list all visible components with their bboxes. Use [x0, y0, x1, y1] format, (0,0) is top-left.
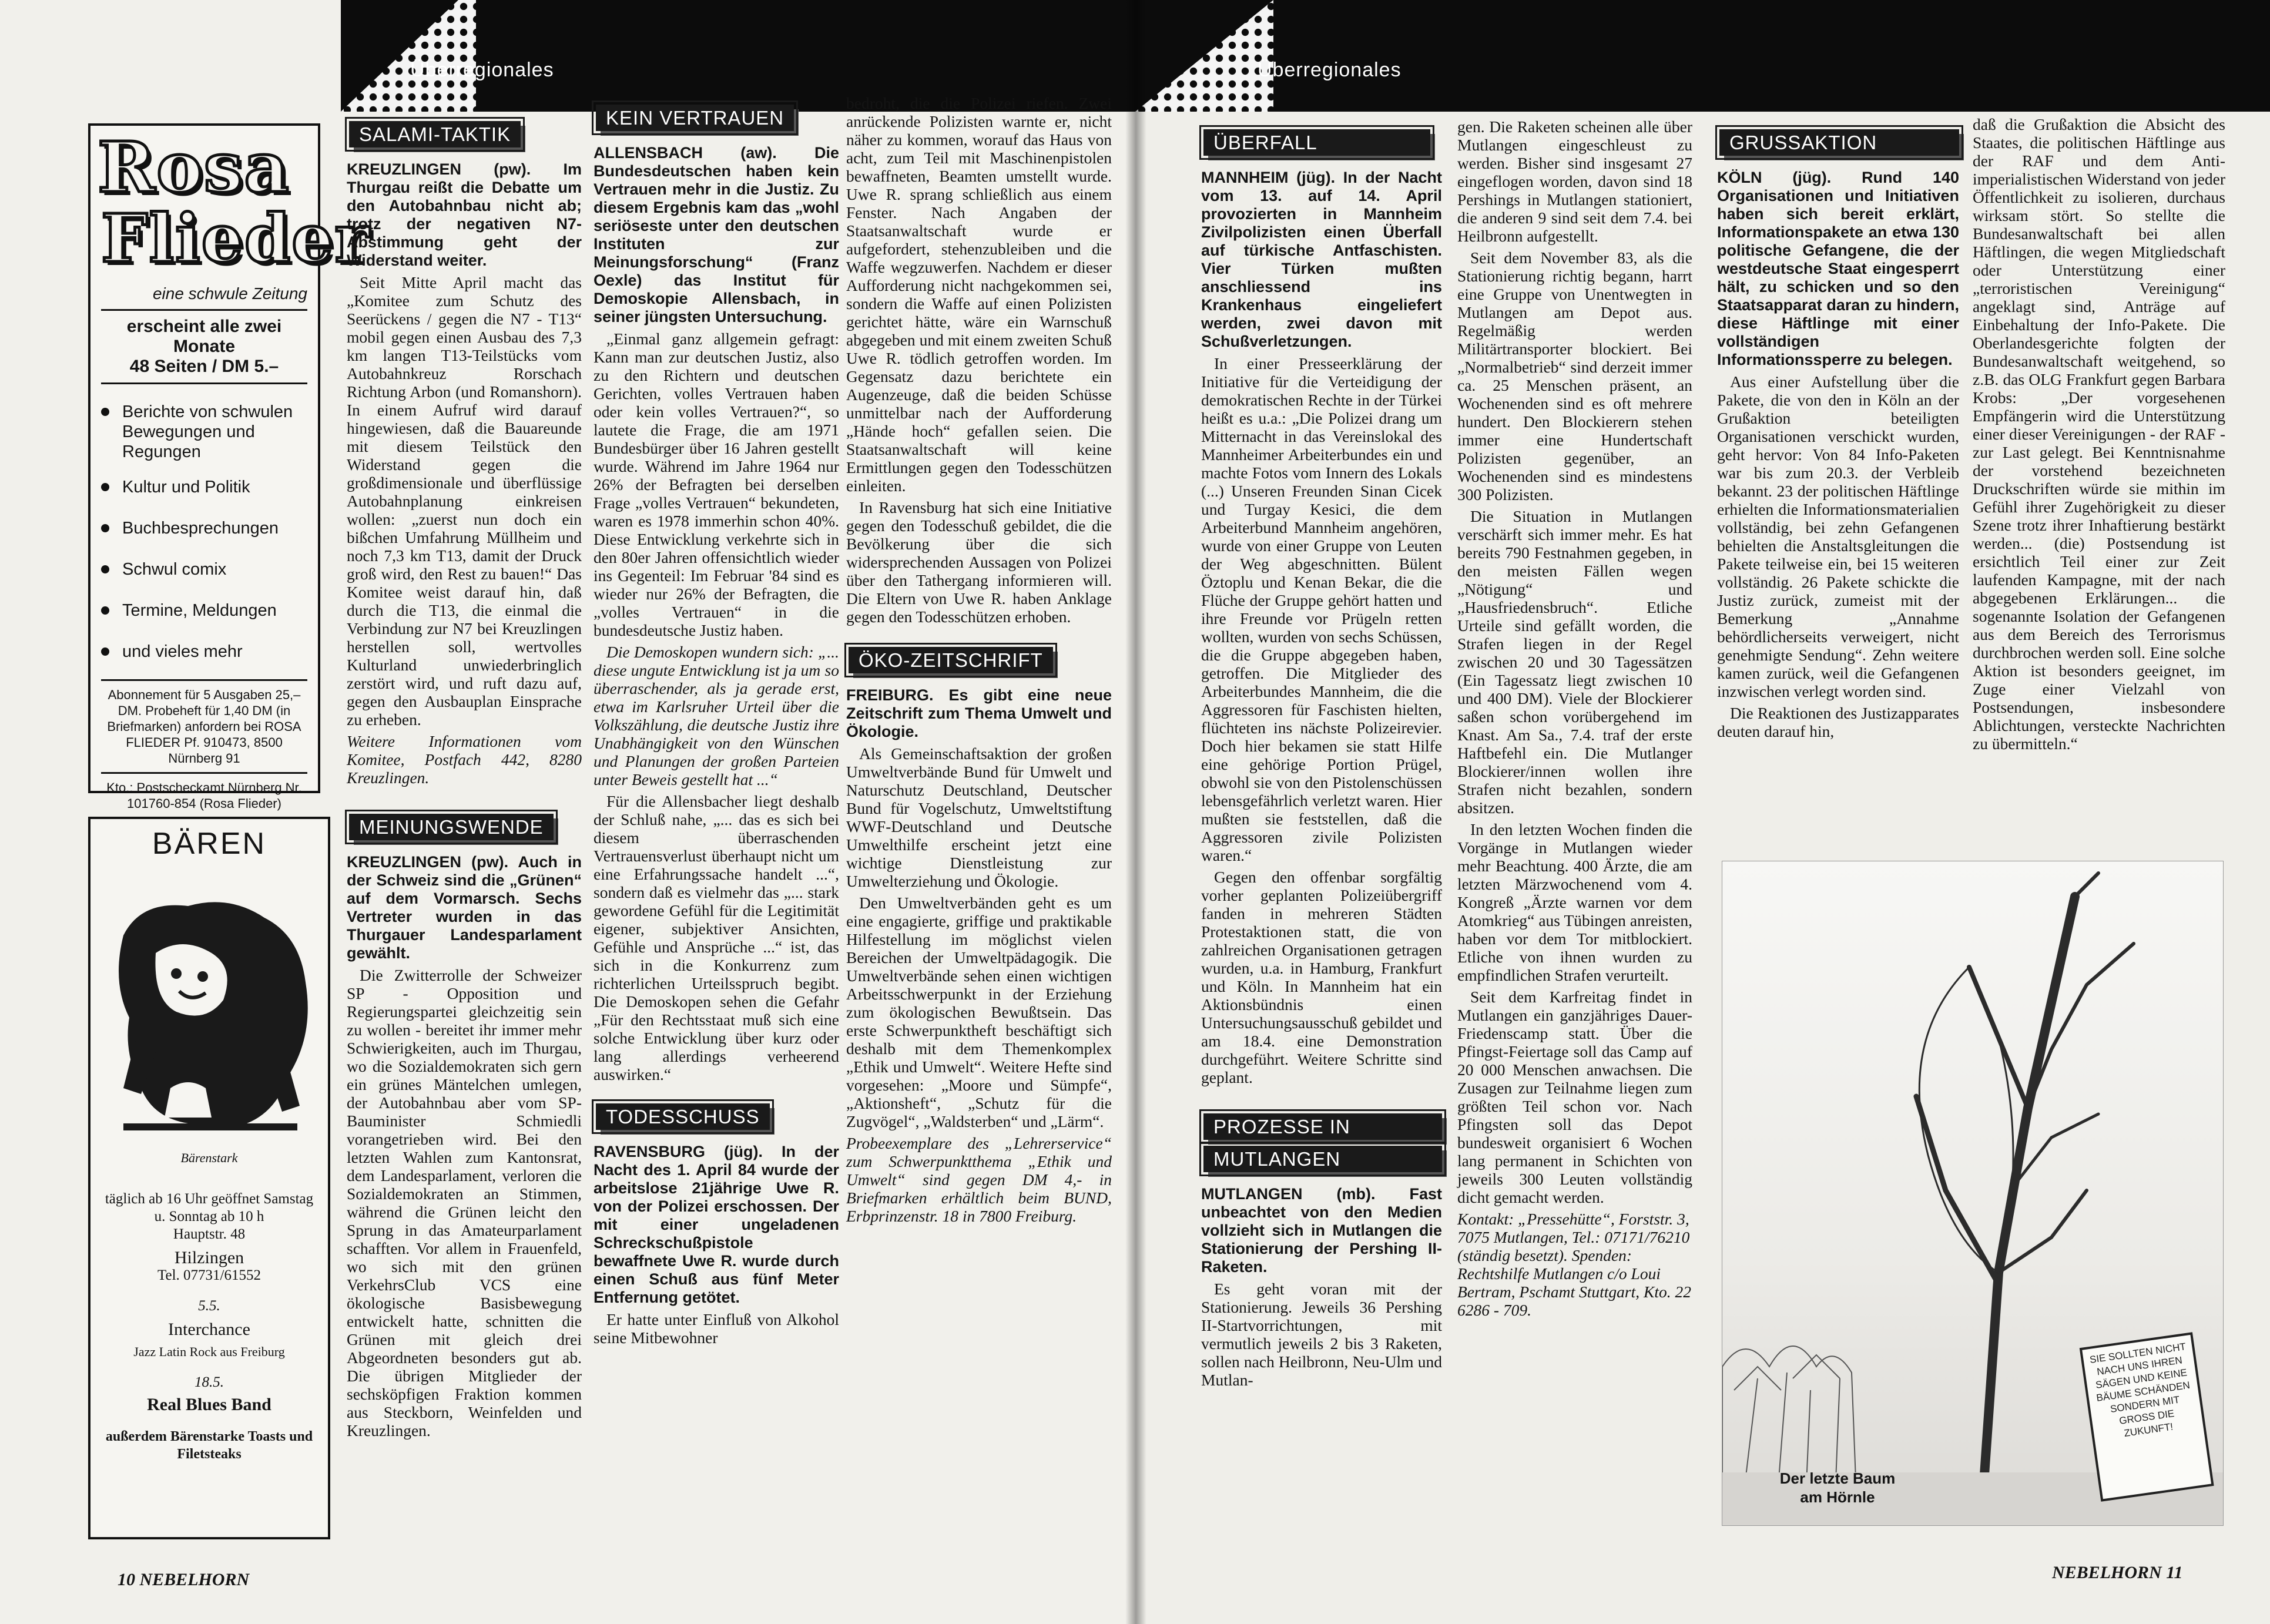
article-contact: Kontakt: „Pressehütte“, Forststr. 3, 7075 Mutlangen, Tel.: 07171/76210 (ständig besetzt). Spenden: Rechtshilfe Mutlangen c/o Loui Bertram, Pschamt Stuttgart, Kto. 22 6286 - 709. [1457, 1210, 1691, 1319]
column-oeko [846, 94, 1112, 1229]
headline-mutlangen: MUTLANGEN [1203, 1146, 1442, 1172]
article-paragraph: Den Umweltverbänden geht es um eine engagierte, griffige und praktikable Hilfestellung im möglichst vielen Bereichen der Umweltpädagogik. Die Umweltverbände sehen einen wichtigen Arbeitsschwerpunkt in der Erziehung zum ökologischen Bewußtsein. Das erste Schwerpunktheft beschäftigt sich deshalb mit dem Themenkomplex „Ethik und Umwelt“. Weitere Hefte sind vorgesehen: „Moore und Sümpfe“, „Aktionsheft“, „Schutz für die Zugvögel“, „Waldsterben“ und „Lärm“. [846, 894, 1112, 1130]
section-title: Überregionales [1258, 59, 1401, 81]
section-title: Überregionales [410, 59, 554, 81]
lead-kein-vertrauen: ALLENSBACH (aw). Die Bundesdeutschen haben kein Vertrauen mehr in die Justiz. Zu diesem Ergebnis kam das „wohl seriöseste unter den deutschen Instituten zur Meinungsforschung“ (Franz Oexle) das Institut für Demoskopie Allensbach, in seiner jüngsten Untersuchung. [594, 144, 839, 326]
lead-salami: KREUZLINGEN (pw). Im Thurgau reißt die Debatte um den Autobahnbau nicht ab; trotz der negativen N7-Abstimmung geht der Widerstand weiter. [347, 160, 582, 269]
rosa-flieder-item: Termine, Meldungen [101, 600, 307, 620]
baren-date: 18.5. [195, 1374, 224, 1390]
column-ueberfall [1201, 123, 1442, 1393]
bullet-icon [101, 483, 109, 491]
rosa-flieder-item: und vieles mehr [101, 642, 307, 662]
baren-ad [88, 817, 330, 1539]
bear-icon [100, 865, 321, 1153]
baren-act-genre: Jazz Latin Rock aus Freiburg [133, 1344, 285, 1359]
book-gutter [1125, 0, 1146, 1624]
tree-illustration [1722, 861, 2223, 1525]
band-triangle [1135, 0, 1273, 112]
protest-sign [2081, 1334, 2212, 1501]
headline-oeko-zeitschrift: ÖKO-ZEITSCHRIFT [849, 647, 1053, 673]
baren-hours: täglich ab 16 Uhr geöffnet Samstag u. Sonntag ab 10 h [105, 1191, 314, 1224]
article-paragraph: In einer Presseerklärung der Initiative für die Verteidigung der demokratischen Rechte in der Türkei heißt es u.a.: „Die Polizei drang um Mitternacht in das Vereinslokal des Mannheimer Arbeiterbundes ein und machte Fotos vom Innern des Lokals (...) Unseren Freunden Sinan Cicek und Turgay Kesici, die dem Arbeiterbund Mannheim angehören, wurde von einer Gruppe von Leuten der Weg abgeschnitten. Bülent Öztoplu und Kenan Bekar, die die Flüche der Gruppe gehört hatten und ihre Freunde vor Prügeln retten wollten, wurden von sechs Schüssen, die die Gruppe abgegeben haben, getroffen. Die Mitglieder des Arbeiterbundes Mannheim, die die Aggressoren für Faschisten hielten, flüchteten ins nächste Polizeirevier. Doch hier bekamen sie statt Hilfe eine gehörige Portion Prügel, obwohl sie von den Pistolenschüssen lebensgefährlich verletzt waren. Hier mußten sie feststellen, daß die Aggressoren zivile Polizisten waren.“ [1201, 354, 1442, 864]
article-paragraph: Gegen den offenbar sorgfältig vorher geplanten Polizeiübergriff fanden in mehreren Städten Protestaktionen statt, die von zahlreichen Organisationen getragen wurden, u.a. in Hamburg, Frankfurt und Köln. In Mannheim hat ein Aktionsbündnis einen Untersuchungsausschuß gebildet und am 18.4. eine Demonstration durchgeführt. Weitere Schritte sind geplant. [1201, 868, 1442, 1086]
column-salami [347, 115, 582, 1443]
rosa-flieder-item: Buchbesprechungen [101, 518, 307, 538]
rosa-flieder-subscription: Abonnement für 5 Ausgaben 25,– DM. Probeheft für 1,40 DM (in Briefmarken) anfordern bei ROSA FLIEDER Pf. 910473, 8500 Nürnberg 91 [107, 687, 301, 766]
article-paragraph: Die Zwitterrolle der Schweizer SP - Opposition und Regierungspartei gleichzeitig sein zu wollen - bereitet ihr immer mehr Schwierigkeiten, auch im Thurgau, wo die Sozialdemokraten sich gern ein grünes Mäntelchen umlegen, der Autobahnbau aber vom SP-Bauminister Schmiedli vorangetrieben wird. Bei den letzten Wahlen zum Kantonsrat, dem Landesparlament, verloren die Sozialdemokraten an Stimmen, während die Grünen leicht den Sprung in das Amateurparlament schafften. Vor allem in Frauenfeld, wo sich mit den grünen VerkehrsClub VCS eine ökologische Basisbewegung entwickelt hatte, schnitten die Grünen mit gleich drei Abgeordneten besonders gut ab. Die übrigen Mitglieder der sechsköpfigen Fraktion kommen aus Steckborn, Weinfelden und Kreuzlingen. [347, 966, 582, 1440]
rosa-flieder-logo-line2: Flieder [101, 200, 371, 277]
sign-text: SIE SOLLTEN NICHT NACH UNS IHREN SÄGEN UND KEINE BÄUME SCHÄNDEN SONDERN MIT GROSS DIE ZUKUNFT! [2088, 1341, 2191, 1440]
baren-title: BÄREN [152, 827, 267, 861]
right-page [1135, 0, 2270, 1624]
headline-todesschuss: TODESSCHUSS [596, 1103, 770, 1130]
article-paragraph: gen. Die Raketen scheinen alle über Mutlangen eingeschleust zu werden. Bisher sind insgesamt 27 eingeflogen worden, davon sind 18 Pershings in Mutlangen stationiert, die anderen 9 sind seit dem 7.4. bei Heilbronn aufgestellt. [1457, 118, 1692, 245]
article-paragraph: Für die Allensbacher liegt deshalb der Schluß nahe, „... das es sich bei diesem überraschenden Vertrauensverlust überhaupt nicht um eine Erfahrungssache handelt ...“, sondern daß es vielmehr das „... stark gewordene Gefühl für die Legitimität eigener, subjektiver Ansichten, Gefühle und Ansprüche ...“ ist, das sich in die Konkurrenz zum richterlichen Urteilsspruch begibt. Die Demoskopen sehen die Gefahr „Für den Rechtsstaat muß sich eine solche Entwicklung über kurz oder lang allerdings verheerend auswirken.“ [594, 792, 839, 1083]
column-grussaktion [1717, 123, 1959, 744]
article-paragraph: Die Reaktionen des Justizapparates deuten darauf hin, [1717, 704, 1959, 740]
photo-caption: Der letzte Baum am Hörnle [1779, 1469, 1896, 1506]
baren-act: Real Blues Band [147, 1395, 271, 1414]
baren-date: 5.5. [198, 1298, 220, 1314]
bullet-icon [101, 524, 109, 532]
baren-town: Hilzingen [174, 1248, 244, 1267]
rosa-flieder-item: Kultur und Politik [101, 477, 307, 497]
rosa-flieder-bank: Kto.: Postscheckamt Nürnberg Nr. 101760-854 (Rosa Flieder) [106, 780, 302, 811]
headline-kein-vertrauen: KEIN VERTRAUEN [596, 105, 794, 131]
rosa-flieder-logo-line1: Rosa [98, 126, 290, 208]
page-folio-right: NEBELHORN 11 [2052, 1563, 2183, 1582]
baren-street: Hauptstr. 48 [173, 1226, 246, 1242]
article-contact: Weitere Informationen vom Komitee, Postfach 442, 8280 Kreuzlingen. [347, 732, 582, 787]
article-paragraph: Die Situation in Mutlangen verschärft sich immer mehr. Es hat bereits 790 Festnahmen gegeben, in den meisten Fällen wegen „Nötigung“ und „Hausfriedensbruch“. Etliche Urteile sind gefällt worden, die Strafen liegen in der Regel zwischen 20 und 30 Tagessätzen (Ein Tagessatz liegt zwischen 10 und 400 DM). Viele der Blockierer saßen schon vorübergehend im Knast. Am Sa., 7.4. traf der erste Haftbefehl ein. Die Mutlanger Blockierer/innen wollen ihre Strafen nicht bezahlen, sondern absitzen. [1457, 507, 1692, 817]
article-paragraph: Es geht voran mit der Stationierung. Jeweils 36 Pershing II-Startvorrichtungen, mit vermutlich jeweils 2 bis 3 Raketen, sollen nach Heilbronn, Neu-Ulm und Mutlan- [1201, 1280, 1442, 1389]
article-paragraph: bedroht, die die Polizei riefen. Zwei anrückende Polizisten warnte er, nicht näher zu kommen, worauf das Haus von acht, zum Teil mit Maschinenpistolen bewaffneten, Beamten umstellt wurde. Uwe R. sprang schließlich aus einem Fenster. Nach Angaben der Staatsanwaltschaft wurde er aufgefordert, stehenzubleiben und die Waffe wegzuwerfen. Nachdem er dieser Aufforderung nicht nachgekommen sei, sondern die Waffe auf einen Polizisten gerichtet hätte, wäre ein Warnschuß abgegeben und mit einem zweiten Schuß Uwe R. tödlich getroffen worden. Im Gegensatz dazu berichtete ein Augenzeuge, daß die beiden Schüsse unmittelbar nach der Aufforderung „Hände hoch“ gefallen seien. Die Staatsanwaltschaft will keine Ermittlungen gegen den Todesschützen einleiten. [846, 94, 1112, 495]
bullet-icon [101, 408, 109, 416]
lead-grussaktion: KÖLN (jüg). Rund 140 Organisationen und Initiativen haben sich bereit erklärt, Informationspakete an etwa 130 politische Gefangene, die der westdeutsche Staat eingesperrt hält, zu schicken und so den Staatsapparat daran zu hindern, diese Häftlinge mit einer vollständigen Informationssperre zu belegen. [1717, 169, 1959, 368]
article-paragraph: In den letzten Wochen finden die Vorgänge in Mutlangen wieder mehr Beachtung. 400 Ärzte, die am letzten Märzwochenend vom 4. Kongreß „Ärzte warnen vor dem Atomkrieg“ aus Tübingen anreisten, haben vor dem Tor mitblockiert. Etliche von ihnen wurden zu empfindlichen Strafen verurteilt. [1457, 820, 1692, 984]
column-mutlangen [1457, 118, 1692, 1323]
article-paragraph: In Ravensburg hat sich eine Initiative gegen den Todesschuß gebildet, die die Bevölkerung über die sich widersprechenden Aussagen von Polizei über den Tathergang informieren will. Die Eltern von Uwe R. haben Anklage gegen den Todesschützen erhoben. [846, 498, 1112, 626]
bullet-icon [101, 606, 109, 615]
lead-todesschuss: RAVENSBURG (jüg). In der Nacht des 1. April 84 wurde der arbeitslose 21jährige Uwe R. von der Polizei erschossen. Der mit einer ungeladenen Schreckschußpistole bewaffnete Uwe R. wurde durch einen Schuß aus fünf Meter Entfernung getötet. [594, 1143, 839, 1306]
baren-act: Interchance [168, 1320, 250, 1339]
article-paragraph: Die Demoskopen wundern sich: „... diese ungute Entwicklung ist ja um so überraschender, als ja gerade erst, etwa im Karlsruher Urteil über die Volkszählung, die deutsche Justiz ihre Unabhängigkeit von den Wünschen und Planungen der großen Parteien unter Beweis gestellt hat ...“ [594, 643, 839, 788]
rosa-flieder-item: Schwul comix [101, 559, 307, 579]
headline-grussaktion: GRUSSAKTION [1719, 129, 1959, 156]
article-paragraph: Seit Mitte April macht das „Komitee zum Schutz des Seerückens / gegen die N7 - T13“ mobil gegen einen Ausbau des 7,3 km langen T13-Teilstücks vom Autobahnkreuz Rorschach Richtung Arbon (und Romanshorn). In einem Aufruf wird darauf hingewiesen, daß die Bauareunde mit diesem Teilstück den Widerstand gegen die großdimensionale und überflüssige Autobahnplanung einkreisen wollen: „zuerst nun doch ein bißchen Umfahrung Müllheim und noch 7,3 km T13, damit der Druck groß wird, den Rest zu bauen!“ Das Komitee weist darauf hin, daß durch die T13, die einmal die Verbindung zur N7 bei Kreuzlingen herstellen soll, wertvolles Kulturland unwiederbringlich zerstört wird, und ruft dazu auf, gegen den Ausbauplan Einsprache zu erheben. [347, 273, 582, 729]
baren-phone: Tel. 07731/61552 [157, 1267, 261, 1283]
headline-salami: SALAMI-TAKTIK [349, 121, 521, 147]
rosa-flieder-price: 48 Seiten / DM 5.– [129, 357, 279, 376]
bullet-icon [101, 647, 109, 656]
article-paragraph: daß die Grußaktion die Absicht des Staates, die politischen Häftlinge aus der RAF und dem Anti-imperialistischen Widerstand von jeder Öffentlichkeit zu isolieren, durchaus wirksam stört. So stellte die Bundesanwaltschaft bei allen Häftlingen, die wegen Mitgliedschaft oder Unterstützung einer „terroristischen Vereinigung“ angeklagt sind, Anträge auf Einbehaltung der Info-Pakete. Die Oberlandesgerichte folgten der Bundesanwaltschaft weitgehend, so z.B. das OLG Frankfurt gegen Barbara Krobs: „Der vorgesehenen Empfängerin wird die Unterstützung einer dieser Vereinigungen - der RAF - zur Last gelegt. Bei Kenntnisnahme der vorstehend bezeichneten Druckschriften würde sie mithin im Gefühl ihrer Zugehörigkeit zu dieser Szene trotz ihrer Inhaftierung bestärkt werden... (die) Postsendung ist ersichtlich Teil einer zur Zeit laufenden Kampagne, mit der nach abgegebenen Erklärungen... die sogenannte Isolation der Gefangenen aus dem Bereich des Terrorismus durchbrochen werden soll. Eine solche Aktion ist besonders geeignet, im Zuge einer Vielzahl von Postsendungen, insbesondere Ablichtungen, versteckte Nachrichten zu übermitteln.“ [1973, 115, 2225, 753]
article-paragraph: „Einmal ganz allgemein gefragt: Kann man zur deutschen Justiz, also zu den Richtern und deutschen Gerichten, volles Vertrauen haben oder kein volles Vertrauen?“, so lautete die Frage, die am 1971 Bundesbürger über 16 Jahren gestellt wurde. Während im Jahre 1964 nur 26% der Befragten bei derselben Frage „volles Vertrauen“ bekundeten, waren es 1978 immerhin schon 40%. Diese Entwicklung verkehrte sich in den 80er Jahren offensichtlich wieder ins Gegenteil: Im Februar '84 sind es wieder nur 26% der Befragten, die „volles Vertrauen“ in die bundesdeutsche Justiz haben. [594, 330, 839, 639]
rosa-flieder-subtitle: eine schwule Zeitung [152, 284, 307, 303]
rosa-flieder-ad [88, 123, 371, 811]
rosa-flieder-item: Berichte von schwulen Bewegungen und Regungen [101, 402, 307, 462]
article-paragraph: Als Gemeinschaftsaktion der großen Umweltverbände Bund für Umwelt und Naturschutz Deutschland, Deutscher Bund für Vogelschutz, Umweltstiftung WWF-Deutschland und Deutsche Umwelthilfe erscheint jetzt eine wichtige Dienstleistung zur Umwelterziehung und Ökologie. [846, 744, 1112, 890]
rosa-flieder-frequency: erscheint alle zwei Monate [126, 317, 282, 356]
article-paragraph: Seit dem Karfreitag findet in Mutlangen ein ganzjähriges Dauer-Friedenscamp statt. Über die Pfingst-Feiertage soll das Camp auf 20 000 Menschen anwachsen. Die Zusagen zur Teilnahme liegen zum größten Teil schon vor. Nach Pfingsten soll das Depot bundesweit organisiert 6 Wochen lang permanent in Schichten von jeweils 300 Leuten vollständig dicht gemacht werden. [1457, 988, 1692, 1206]
column-vertrauen [594, 99, 839, 1350]
band-triangle [341, 0, 458, 112]
page-folio-left: 10 NEBELHORN [118, 1570, 250, 1589]
headline-meinungswende: MEINUNGSWENDE [349, 814, 554, 840]
article-contact: Probeexemplare des „Lehrerservice“ zum Schwerpunktthema „Ethik und Umwelt“ sind gegen DM 4,- in Briefmarken erhältlich beim BUND, Erbprinzenstr. 18 in 7800 Freiburg. [846, 1134, 1112, 1225]
headline-ueberfall: ÜBERFALL [1203, 129, 1430, 156]
lead-prozesse: MUTLANGEN (mb). Fast unbeachtet von den Medien vollzieht sich in Mutlangen die Stationierung der Pershing II-Raketen. [1201, 1185, 1442, 1276]
article-paragraph: Seit dem November 83, als die Stationierung richtig begann, harrt eine Gruppe von Unentwegten in Mutlangen am Depot aus. Regelmäßig werden Militärtransporter blockiert. Bei „Normalbetrieb“ sind derzeit immer ca. 25 Menschen präsent, an Wochenenden sind es oft mehrere hundert. Den Blockierern stehen immer eine Hundertschaft Polizisten gegenüber, an Wochenenden sind es mindestens 300 Polizisten. [1457, 249, 1692, 504]
tree-photo [1722, 861, 2224, 1526]
article-paragraph: Er hatte unter Einfluß von Alkohol seine Mitbewohner [594, 1310, 839, 1347]
lead-oeko: FREIBURG. Es gibt eine neue Zeitschrift zum Thema Umwelt und Ökologie. [846, 686, 1112, 740]
lead-meinungswende: KREUZLINGEN (pw). Auch in der Schweiz sind die „Grünen“ auf dem Vormarsch. Sechs Vertreter wurden in das Thurgauer Landesparlament gewählt. [347, 853, 582, 962]
headline-prozesse: PROZESSE IN [1203, 1113, 1442, 1140]
article-paragraph: Aus einer Aufstellung über die Pakete, die von den in Köln an der Grußaktion beteiligten Organisationen verschickt wurden, geht hervor: Von 84 Info-Paketen war bis zum 20.3. der Verbleib bekannt. 23 der politischen Häftlinge erhielten die Informationsmaterialien vollständig, bei zehn Gefangenen behielten die Anstaltsgleitungen die Pakete teilweise ein, bei 15 weiteren vollständig. 26 Pakete schickte die Justiz zurück, zumeist mit der Bemerkung „Annahme behördlicherseits verweigert, nicht genehmigte Sendung“. Zehn weitere kamen zurück, weil die Gefangenen inzwischen verlegt worden sind. [1717, 373, 1959, 700]
section-band [1262, 0, 2270, 112]
baren-signature: Bärenstark [180, 1150, 238, 1165]
lead-ueberfall: MANNHEIM (jüg). In der Nacht vom 13. auf 14. April provozierten in Mannheim Zivilpolizisten einen Überfall auf türkische Antfaschisten. Vier Türken mußten anschliessend ins Krankenhaus eingeliefert werden, zwei davon mit Schußverletzungen. [1201, 169, 1442, 350]
column-grussaktion-cont [1973, 115, 2225, 756]
bullet-icon [101, 565, 109, 573]
baren-extra: außerdem Bärenstarke Toasts und Filetsteaks [105, 1429, 313, 1462]
